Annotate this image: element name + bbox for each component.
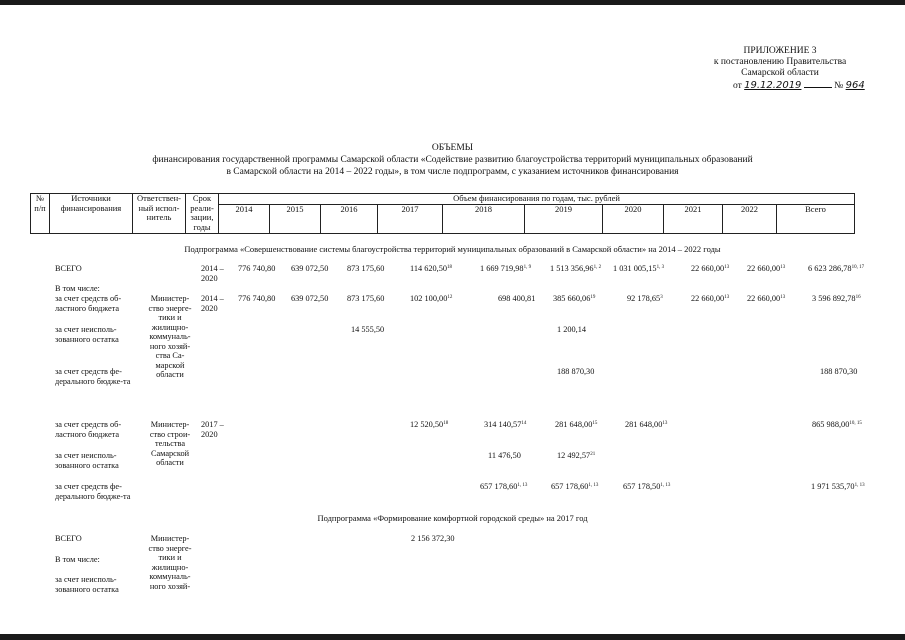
cell: 1 200,14: [557, 325, 587, 334]
cell: 873 175,60: [347, 264, 385, 273]
cell: 873 175,60: [347, 294, 385, 303]
col-year: 2017: [378, 204, 443, 234]
row-total-label: ВСЕГО: [55, 534, 82, 543]
col-total: Всего: [777, 204, 855, 234]
subprogram-2-title: Подпрограмма «Формирование комфортной городской среды» на 2017 год: [317, 513, 588, 523]
col-num: № п/п: [31, 194, 50, 234]
doc-subtitle-2: в Самарской области на 2014 – 2022 годы», в том числе подпрограмм, с указанием источников финансирования: [226, 167, 679, 177]
cell: 776 740,80: [238, 294, 276, 303]
subprogram-1-title: Подпрограмма «Совершенствование системы благоустройства территорий муниципальных образований в Самарской области» на 2014 – 2022 годы: [184, 244, 721, 254]
cell: 281 648,00$^{15}$: [555, 420, 598, 429]
row-label: за счет средств об-ластного бюджета: [55, 294, 122, 313]
cell: 14 555,50: [351, 325, 385, 334]
row-executor: Министер-ство строи-тельства Самарской области: [149, 420, 191, 467]
cell: 281 648,00$^{13}$: [625, 420, 668, 429]
col-source: Источники финансирования: [50, 194, 133, 234]
cell: 639 072,50: [291, 294, 329, 303]
row-executor: Министер-ство энерге-тики и жилищно-коммуналь-ного хозяй-: [148, 534, 192, 591]
col-executor: Ответствен-ный испол-нитель: [133, 194, 186, 234]
incl-label: В том числе:: [55, 284, 100, 293]
row-total-term: 2014 – 2020: [201, 264, 224, 283]
col-year: 2016: [321, 204, 378, 234]
cell: 6 623 286,78$^{10, 17}$: [808, 264, 865, 273]
cell: 1 971 535,70$^{1, 13}$: [811, 482, 865, 491]
incl-label: В том числе:: [55, 555, 100, 564]
cell: 657 178,60$^{1, 13}$: [551, 482, 599, 491]
cell: 657 178,50$^{1, 13}$: [623, 482, 671, 491]
cell: 2 156 372,30: [411, 534, 455, 543]
bottom-border: [0, 634, 905, 640]
cell: 1 513 356,96$^{1, 2}$: [550, 264, 602, 273]
col-year: 2020: [603, 204, 664, 234]
cell: 385 660,06$^{19}$: [553, 294, 596, 303]
col-term: Срок реали-зации, годы: [186, 194, 219, 234]
cell: 92 178,65$^3$: [627, 294, 663, 303]
row-term: 2017 – 2020: [201, 420, 224, 439]
cell: 188 870,30: [820, 367, 858, 376]
row-label: за счет неисполь-зованного остатка: [55, 451, 119, 470]
cell: 1 669 719,98$^{1, 9}$: [480, 264, 532, 273]
row-label: за счет неисполь-зованного остатка: [55, 575, 119, 594]
cell: 22 660,00$^{13}$: [691, 294, 730, 303]
table-header: [30, 193, 855, 234]
col-year: 2021: [664, 204, 723, 234]
resolution-date: 19.12.2019: [744, 80, 802, 91]
cell: 22 660,00$^{13}$: [747, 264, 786, 273]
doc-title: ОБЪЕМЫ: [431, 143, 474, 153]
cell: 22 660,00$^{13}$: [747, 294, 786, 303]
cell: 639 072,50: [291, 264, 329, 273]
resolution-number: 964: [845, 80, 865, 91]
cell: 698 400,81: [498, 294, 536, 303]
cell: 3 596 892,78$^{16}$: [812, 294, 861, 303]
cell: 114 620,50$^{18}$: [410, 264, 453, 273]
cell: 12 520,50$^{18}$: [410, 420, 449, 429]
row-label: за счет средств фе-дерального бюдже-та: [55, 482, 131, 501]
top-border: [0, 0, 905, 5]
cell: 1 031 005,15$^{1, 3}$: [613, 264, 665, 273]
col-year: 2019: [525, 204, 603, 234]
col-year: 2014: [219, 204, 270, 234]
cell: 22 660,00$^{13}$: [691, 264, 730, 273]
cell: 11 476,50: [488, 451, 521, 460]
cell: 188 870,30: [557, 367, 595, 376]
appendix-line2: к постановлению Правительства: [713, 57, 847, 67]
cell: 865 988,00$^{10, 15}$: [812, 420, 862, 429]
col-year: 2018: [443, 204, 525, 234]
col-year: 2022: [723, 204, 777, 234]
row-label: за счет неисполь-зованного остатка: [55, 325, 119, 344]
row-label: за счет средств фе-дерального бюдже-та: [55, 367, 131, 386]
cell: 12 492,57$^{21}$: [557, 451, 596, 460]
row-executor: Министер-ство энерге-тики и жилищно-коммуналь-ного хозяй-ства Са-марской области: [148, 294, 192, 379]
cell: 314 140,57$^{14}$: [484, 420, 527, 429]
resolution-signature: от 19.12.2019 № 964: [733, 80, 865, 91]
col-volume: Объем финансирования по годам, тыс. рублей: [219, 194, 855, 205]
row-label: за счет средств об-ластного бюджета: [55, 420, 122, 439]
appendix-header: [700, 46, 860, 79]
appendix-line3: Самарской области: [741, 68, 819, 78]
cell: 657 178,60$^{1, 13}$: [480, 482, 528, 491]
appendix-title: ПРИЛОЖЕНИЕ 3: [743, 46, 817, 56]
cell: 776 740,80: [238, 264, 276, 273]
row-term: 2014 – 2020: [201, 294, 224, 313]
cell: 102 100,00$^{12}$: [410, 294, 453, 303]
col-year: 2015: [270, 204, 321, 234]
row-total-label: ВСЕГО: [55, 264, 82, 273]
doc-subtitle-1: финансирования государственной программы Самарской области «Содействие развитию благоустройства территорий муниципальных образований: [152, 155, 753, 165]
